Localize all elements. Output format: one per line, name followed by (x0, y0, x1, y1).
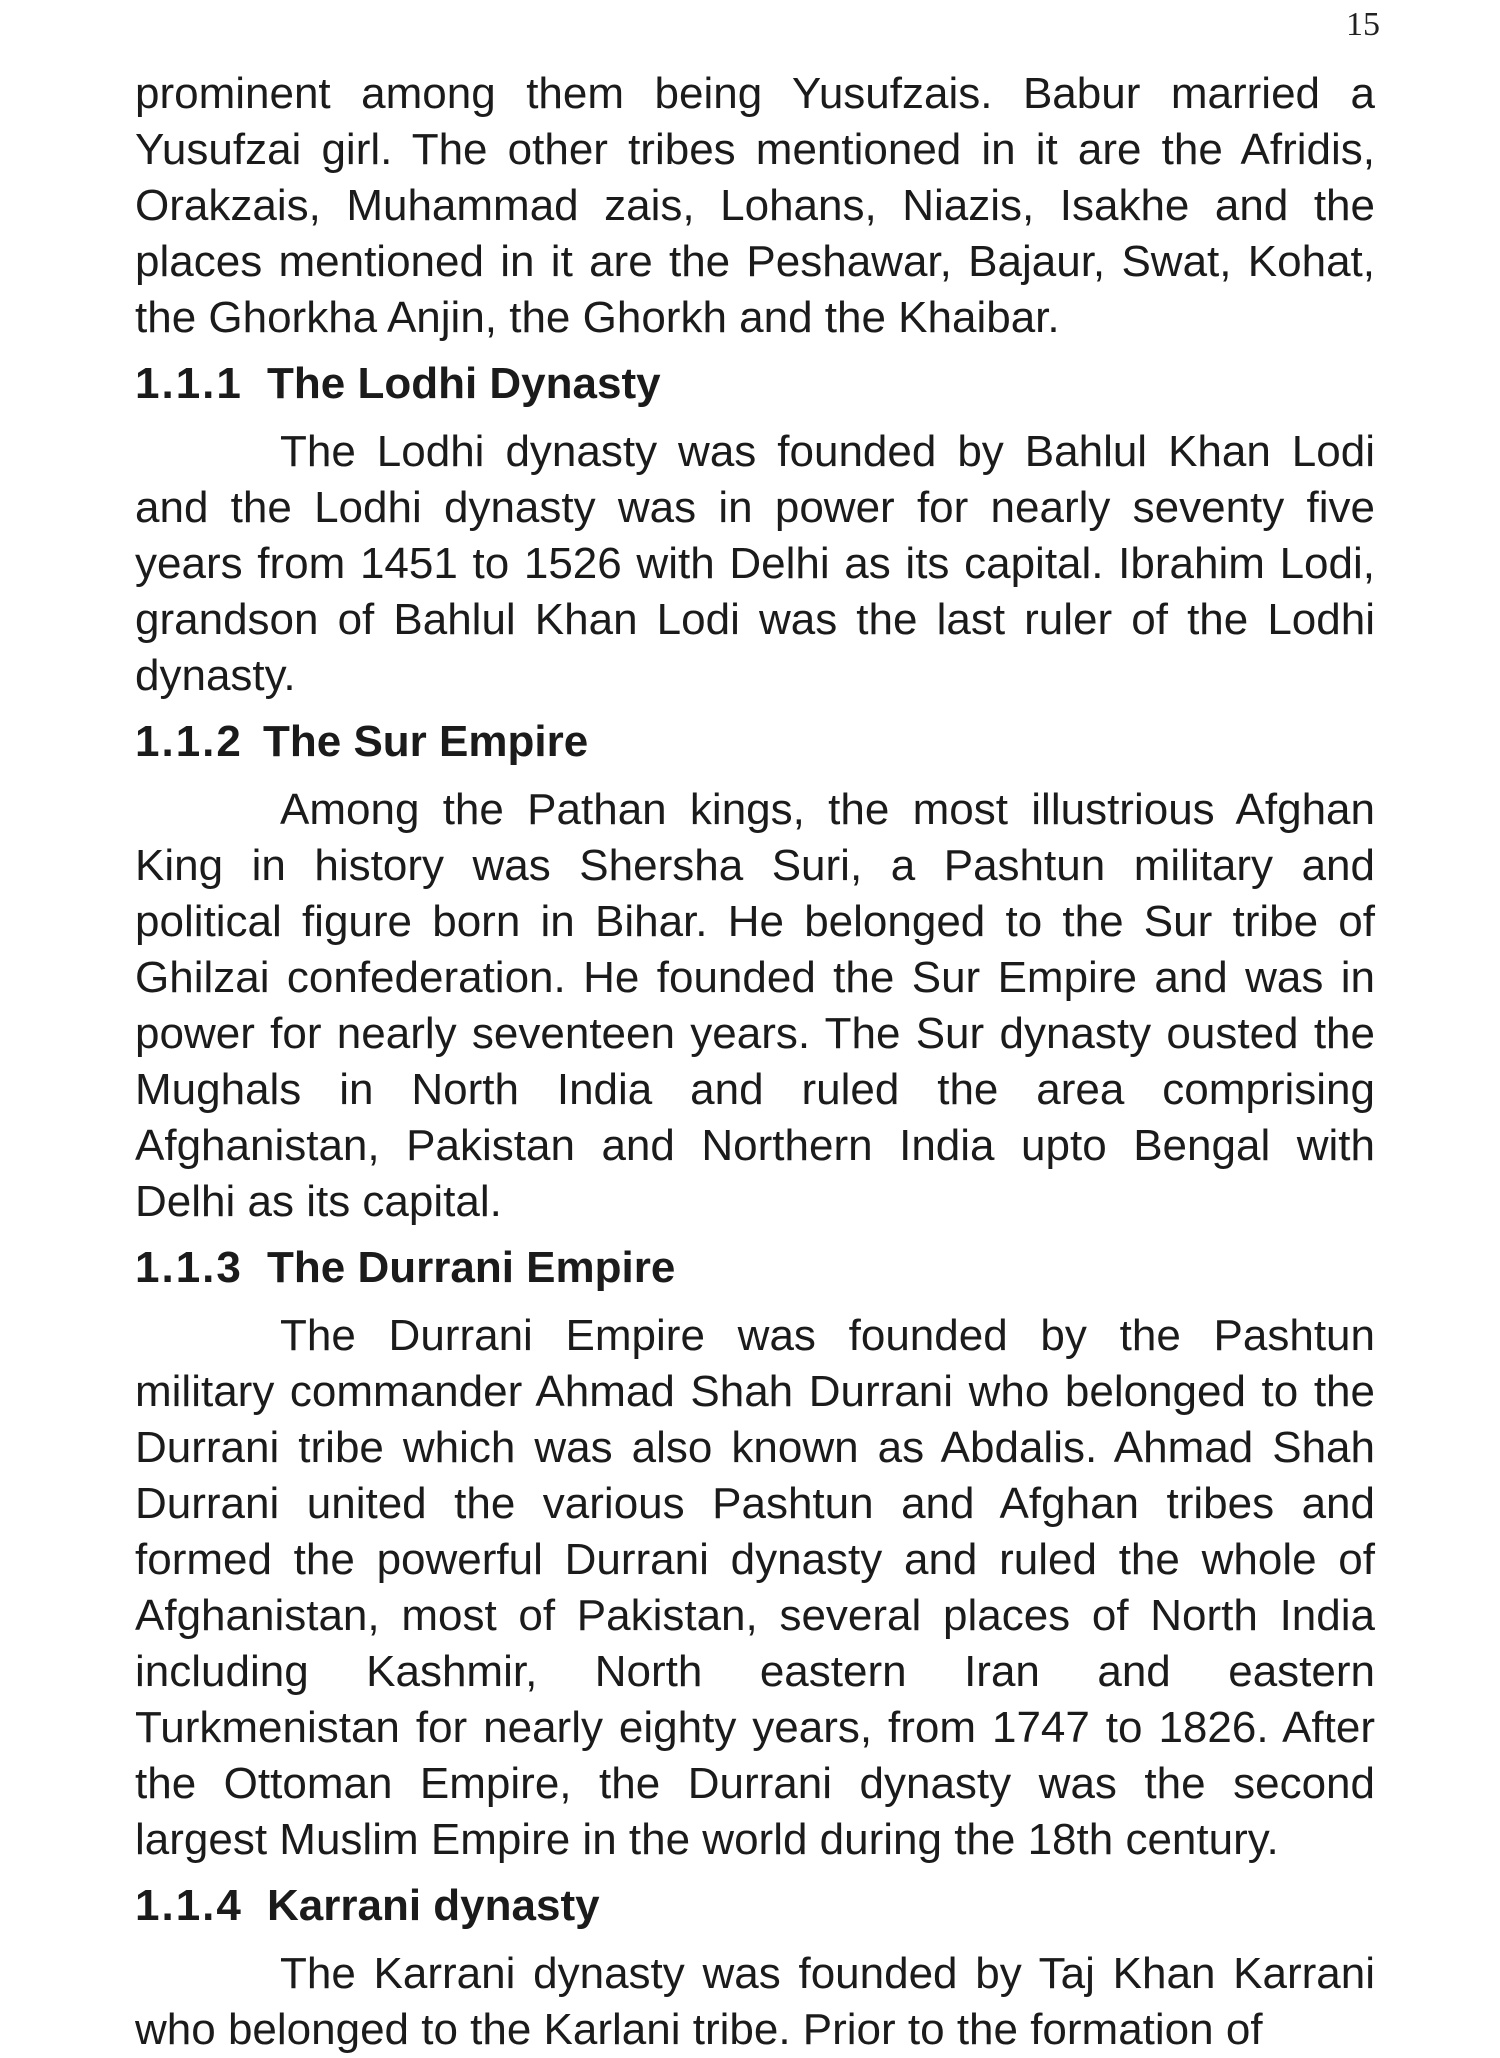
section-sur-empire (135, 712, 1375, 1230)
intro-paragraph: prominent among them being Yusufzais. Babur married a Yusufzai girl. The other tribes mentioned in it are the Afridis, Orakzais, Muhammad zais, Lohans, Niazis, Isakhe and the places mentioned in it are the Peshawar, Bajaur, Swat, Kohat, the Ghorkha Anjin, the Ghorkh and the Khaibar. (135, 69, 1375, 342)
section-number: 1.1.4 (135, 1881, 243, 1930)
page-body (135, 66, 1375, 2058)
section-title: Karrani dynasty (267, 1881, 600, 1930)
section-heading (135, 1876, 1375, 1936)
section-heading (135, 1238, 1375, 1298)
section-number: 1.1.3 (135, 1243, 243, 1292)
section-paragraph: Among the Pathan kings, the most illustrious Afghan King in history was Shersha Suri, a Pashtun military and political figure born in Bihar. He belonged to the Sur tribe of Ghilzai confederation. He founded the Sur Empire and was in power for nearly seventeen years. The Sur dynasty ousted the Mughals in North India and ruled the area comprising Afghanistan, Pakistan and Northern India upto Bengal with Delhi as its capital. (135, 785, 1375, 1226)
section-number: 1.1.2 (135, 717, 243, 766)
page-number: 15 (1346, 6, 1380, 43)
section-heading (135, 354, 1375, 414)
section-lodhi-dynasty (135, 354, 1375, 704)
section-paragraph: The Durrani Empire was founded by the Pashtun military commander Ahmad Shah Durrani who belonged to the Durrani tribe which was also known as Abdalis. Ahmad Shah Durrani united the various Pashtun and Afghan tribes and formed the powerful Durrani dynasty and ruled the whole of Afghanistan, most of Pakistan, several places of North India including Kashmir, North eastern Iran and eastern Turkmenistan for nearly eighty years, from 1747 to 1826. After the Ottoman Empire, the Durrani dynasty was the second largest Muslim Empire in the world during the 18th century. (135, 1311, 1375, 1864)
section-heading (135, 712, 1375, 772)
section-paragraph: The Lodhi dynasty was founded by Bahlul Khan Lodi and the Lodhi dynasty was in power for nearly seventy five years from 1451 to 1526 with Delhi as its capital. Ibrahim Lodi, grandson of Bahlul Khan Lodi was the last ruler of the Lodhi dynasty. (135, 427, 1375, 700)
section-paragraph: The Karrani dynasty was founded by Taj Khan Karrani who belonged to the Karlani tribe. Prior to the formation of (135, 1949, 1375, 2054)
section-karrani-dynasty (135, 1876, 1375, 2058)
section-title: The Sur Empire (263, 717, 589, 766)
section-title: The Durrani Empire (267, 1243, 676, 1292)
section-title: The Lodhi Dynasty (267, 359, 661, 408)
section-number: 1.1.1 (135, 359, 243, 408)
section-durrani-empire (135, 1238, 1375, 1868)
